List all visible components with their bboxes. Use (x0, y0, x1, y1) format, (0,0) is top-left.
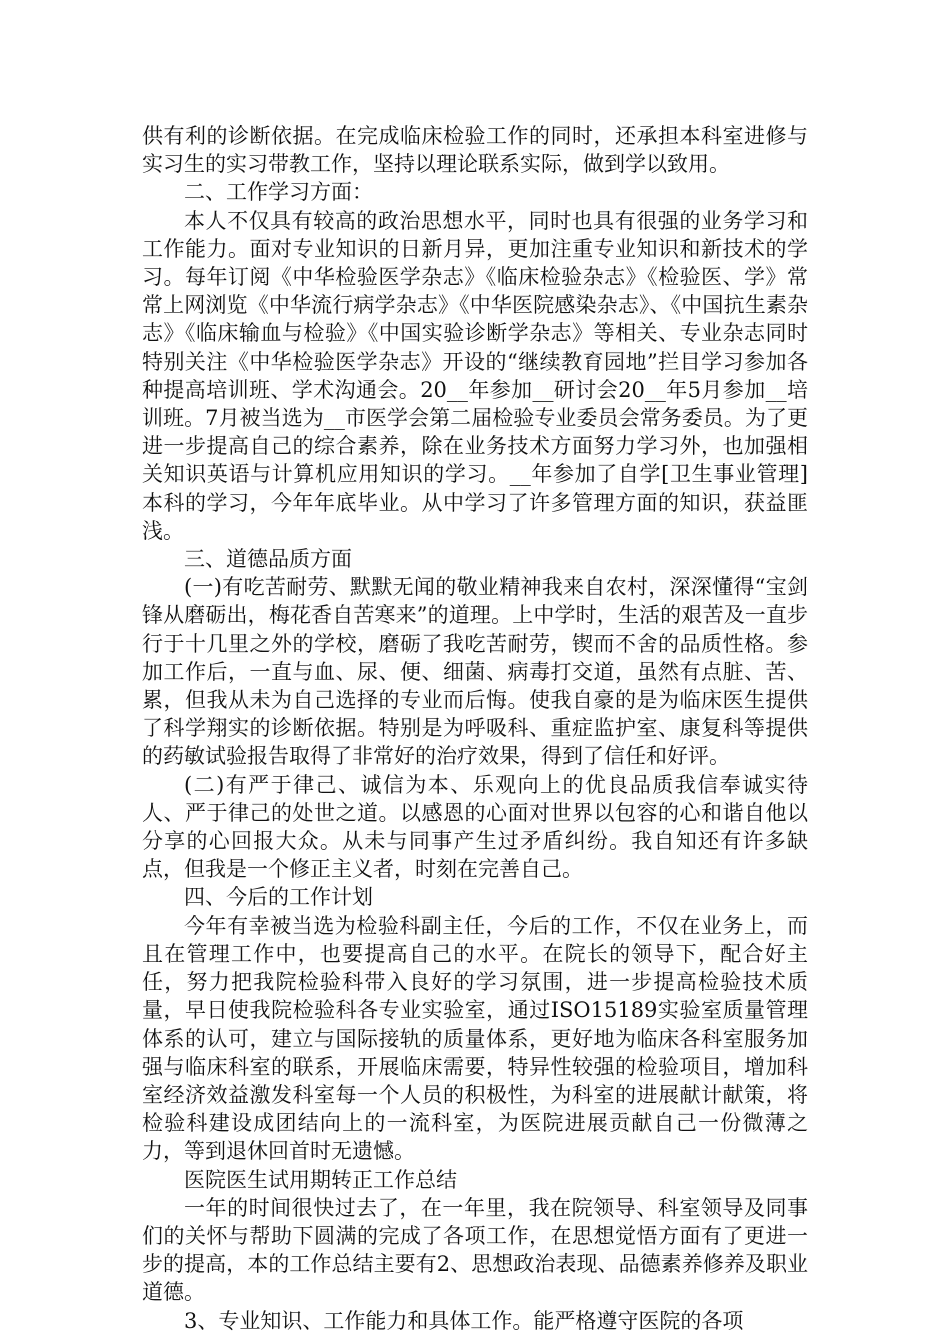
paragraph-work-study: 本人不仅具有较高的政治思想水平，同时也具有很强的业务学习和工作能力。面对专业知识的日新月异，更加注重专业知识和新技术的学习。每年订阅《中华检验医学杂志》《临床检验杂志》《检验医、学》常常上网浏览《中华流行病学杂志》《中华医院感染杂志》、《中国抗生素杂志》《临床输血与检验》《中国实验诊断学杂志》等相关、专业杂志同时特别关注《中华检验医学杂志》开设的“继续教育园地”拦目学习参加各种提高培训班、学术沟通会。20__年参加__研讨会20__年5月参加__培训班。7月被当选为__市医学会第二届检验专业委员会常务委员。为了更进一步提高自己的综合素养，除在业务技术方面努力学习外，也加强相关知识英语与计算机应用知识的学习。__年参加了自学[卫生事业管理]本科的学习，今年年底毕业。从中学习了许多管理方面的知识，获益匪浅。 (142, 208, 808, 543)
paragraph-professional-knowledge: 3、专业知识、工作能力和具体工作。能严格遵守医院的各项 (184, 1308, 744, 1333)
paragraph-one-year-review: 一年的时间很快过去了，在一年里，我在院领导、科室领导及同事们的关怀与帮助下圆满的完成了各项工作，在思想觉悟方面有了更进一步的提高，本的工作总结主要有2、思想政治表现、品德素养修养及职业道德。 (142, 1195, 808, 1305)
section-heading-future-plan: 四、今后的工作计划 (184, 885, 373, 910)
section-heading-probation-summary: 医院医生试用期转正工作总结 (184, 1167, 457, 1192)
section-heading-work-study: 二、工作学习方面： (184, 180, 373, 205)
paragraph-future-plan: 今年有幸被当选为检验科副主任，今后的工作，不仅在业务上，而且在管理工作中，也要提高自己的水平。在院长的领导下，配合好主任，努力把我院检验科带入良好的学习氛围，进一步提高检验技术质量，早日使我院检验科各专业实验室，通过ISO15189实验室质量管理体系的认可，建立与国际接轨的质量体系，更好地为临床各科室服务加强与临床科室的联系，开展临床需要，特异性较强的检验项目，增加科室经济效益激发科室每一个人员的积极性，为科室的进展献计献策，将检验科建设成团结向上的一流科室，为医院进展贡献自己一份微薄之力，等到退休回首时无遗憾。 (142, 913, 808, 1164)
paragraph-hard-work: (一)有吃苦耐劳、默默无闻的敬业精神我来自农村，深深懂得“宝剑锋从磨砺出，梅花香自苦寒来”的道理。上中学时，生活的艰苦及一直步行于十几里之外的学校，磨砺了我吃苦耐劳，锲而不舍的品质性格。参加工作后，一直与血、尿、便、细菌、病毒打交道，虽然有点脏、苦、累，但我从未为自己选择的专业而后悔。使我自豪的是为临床医生提供了科学翔实的诊断依据。特别是为呼吸科、重症监护室、康复科等提供的药敏试验报告取得了非常好的治疗效果，得到了信任和好评。 (142, 575, 808, 769)
paragraph-diagnosis-basis: 供有利的诊断依据。在完成临床检验工作的同时，还承担本科室进修与实习生的实习带教工作，坚持以理论联系实际，做到学以致用。 (142, 124, 808, 177)
section-heading-moral-quality: 三、道德品质方面 (184, 547, 352, 572)
document-body (142, 122, 808, 1335)
paragraph-self-discipline: (二)有严于律己、诚信为本、乐观向上的优良品质我信奉诚实待人、严于律己的处世之道。以感恩的心面对世界以包容的心和谐自他以分享的心回报大众。从未与同事产生过矛盾纠纷。我自知还有许多缺点，但我是一个修正主义者，时刻在完善自己。 (142, 772, 808, 882)
